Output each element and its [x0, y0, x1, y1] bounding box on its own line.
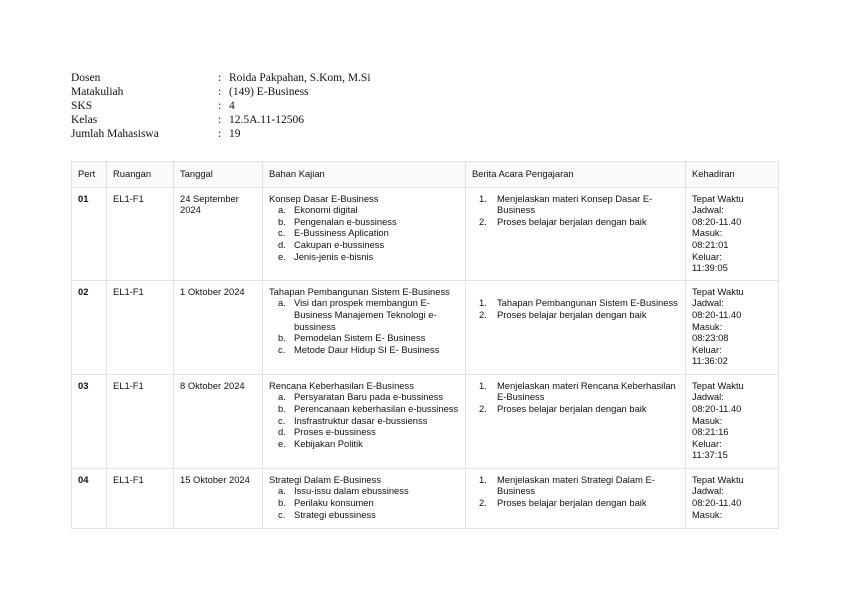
kehadiran-status: Tepat Waktu	[692, 473, 744, 485]
berita-list	[472, 380, 679, 415]
bahan-list	[269, 485, 459, 520]
list-item	[472, 497, 679, 509]
bahan-list	[269, 297, 459, 355]
list-marker: b.	[278, 402, 286, 414]
table-row	[72, 187, 779, 280]
list-text: Insfrastruktur dasar e-bussienss	[294, 414, 428, 426]
cell-berita-acara	[466, 280, 686, 374]
list-marker: 2.	[479, 402, 487, 414]
list-item	[269, 251, 459, 263]
kehadiran-line: Keluar:	[692, 343, 722, 355]
list-item	[472, 193, 679, 216]
list-item	[269, 204, 459, 216]
col-header-tanggal: Tanggal	[174, 162, 263, 188]
list-text: Issu-issu dalam ebussiness	[294, 485, 409, 497]
kehadiran-line: 11:36:02	[692, 355, 728, 367]
list-marker: d.	[278, 426, 286, 438]
list-marker: b.	[278, 215, 286, 227]
berita-list	[472, 297, 679, 320]
kehadiran-line: Jadwal:	[692, 204, 724, 216]
info-label: Jumlah Mahasiswa	[71, 128, 159, 140]
cell-kehadiran	[686, 468, 779, 528]
cell-berita-acara	[466, 468, 686, 528]
info-label: Kelas	[71, 114, 98, 126]
cell-tanggal: 24 September 2024	[174, 187, 263, 280]
list-marker: 1.	[479, 379, 487, 391]
list-marker: c.	[278, 414, 286, 426]
list-text: Menjelaskan materi Konsep Dasar E-Business	[497, 192, 653, 216]
kehadiran-line: 08:21:01	[692, 238, 729, 250]
cell-kehadiran	[686, 374, 779, 468]
kehadiran-line: 08:21:16	[692, 426, 729, 438]
list-item	[269, 344, 459, 356]
list-marker: 2.	[479, 496, 487, 508]
kehadiran-line: 08:20-11.40	[692, 402, 742, 414]
berita-list	[472, 193, 679, 228]
list-marker: e.	[278, 437, 286, 449]
bahan-list	[269, 391, 459, 449]
kehadiran-line: 11:37:15	[692, 449, 728, 461]
kehadiran-line: Jadwal:	[692, 485, 724, 497]
list-text: Perilaku konsumen	[294, 496, 374, 508]
list-item	[269, 403, 459, 415]
info-colon: :	[218, 100, 222, 112]
list-text: Proses e-bussiness	[294, 426, 376, 438]
kehadiran-line: Jadwal:	[692, 297, 724, 309]
list-item	[472, 403, 679, 415]
list-text: Jenis-jenis e-bisnis	[294, 250, 374, 262]
cell-ruangan: EL1-F1	[107, 468, 174, 528]
list-text: Proses belajar berjalan dengan baik	[497, 308, 647, 320]
info-colon: :	[218, 114, 222, 126]
bahan-title: Tahapan Pembangunan Sistem E-Business	[269, 285, 450, 297]
list-text: Pengenalan e-bussiness	[294, 215, 397, 227]
list-marker: b.	[278, 496, 286, 508]
col-header-kehadiran: Kehadiran	[686, 162, 779, 188]
cell-tanggal: 15 Oktober 2024	[174, 468, 263, 528]
info-colon: :	[218, 72, 222, 84]
kehadiran-line: Masuk:	[692, 320, 723, 332]
list-item	[269, 297, 459, 332]
list-text: Strategi ebussiness	[294, 508, 376, 520]
info-value: (149) E-Business	[229, 86, 309, 98]
attendance-table	[71, 161, 779, 529]
cell-ruangan: EL1-F1	[107, 187, 174, 280]
list-item	[269, 438, 459, 450]
info-value: Roida Pakpahan, S.Kom, M.Si	[229, 72, 371, 84]
list-marker: a.	[278, 485, 286, 497]
list-text: Ekonomi digital	[294, 204, 358, 216]
list-marker: 1.	[479, 473, 487, 485]
list-marker: c.	[278, 343, 286, 355]
kehadiran-status: Tepat Waktu	[692, 285, 744, 297]
list-text: Proses belajar berjalan dengan baik	[497, 215, 647, 227]
list-marker: c.	[278, 227, 286, 239]
kehadiran-line: 08:20-11.40	[692, 496, 742, 508]
list-item	[269, 216, 459, 228]
col-header-berita-acara: Berita Acara Pengajaran	[466, 162, 686, 188]
table-header-row	[72, 162, 779, 188]
info-label: SKS	[71, 100, 93, 112]
list-text: Proses belajar berjalan dengan baik	[497, 402, 647, 414]
list-marker: 1.	[479, 297, 487, 309]
kehadiran-line: Keluar:	[692, 437, 722, 449]
kehadiran-line: Keluar:	[692, 250, 722, 262]
info-row-sks	[71, 99, 371, 113]
list-marker: 2.	[479, 215, 487, 227]
cell-bahan-kajian	[263, 374, 466, 468]
kehadiran-line: Jadwal:	[692, 391, 724, 403]
cell-pert: 03	[72, 374, 107, 468]
kehadiran-status: Tepat Waktu	[692, 192, 744, 204]
col-header-bahan-kajian: Bahan Kajian	[263, 162, 466, 188]
cell-bahan-kajian	[263, 468, 466, 528]
info-row-matakuliah	[71, 85, 371, 99]
list-marker: c.	[278, 508, 286, 520]
cell-tanggal: 1 Oktober 2024	[174, 280, 263, 374]
kehadiran-line: Masuk:	[692, 414, 723, 426]
list-item	[472, 297, 679, 309]
berita-list	[472, 474, 679, 509]
cell-pert: 02	[72, 280, 107, 374]
cell-bahan-kajian	[263, 187, 466, 280]
list-item	[269, 426, 459, 438]
list-item	[269, 391, 459, 403]
course-info	[71, 71, 371, 141]
kehadiran-line: Masuk:	[692, 227, 723, 239]
cell-bahan-kajian	[263, 280, 466, 374]
cell-ruangan: EL1-F1	[107, 280, 174, 374]
list-text: E-Bussiness Aplication	[294, 227, 389, 239]
cell-ruangan: EL1-F1	[107, 374, 174, 468]
list-marker: a.	[278, 297, 286, 309]
kehadiran-line: 08:20-11.40	[692, 215, 742, 227]
bahan-title: Rencana Keberhasilan E-Business	[269, 379, 414, 391]
cell-tanggal: 8 Oktober 2024	[174, 374, 263, 468]
list-item	[269, 415, 459, 427]
info-row-kelas	[71, 113, 371, 127]
list-item	[269, 227, 459, 239]
list-marker: 1.	[479, 192, 487, 204]
cell-pert: 01	[72, 187, 107, 280]
bahan-title: Konsep Dasar E-Business	[269, 192, 379, 204]
info-colon: :	[218, 86, 222, 98]
list-text: Visi dan prospek membangun E-Business Manajemen Teknologi e-bussiness	[294, 297, 437, 332]
info-value: 12.5A.11-12506	[229, 114, 304, 126]
list-marker: d.	[278, 238, 286, 250]
info-label: Matakuliah	[71, 86, 124, 98]
kehadiran-line: 11:39:05	[692, 262, 728, 274]
list-item	[269, 239, 459, 251]
list-text: Tahapan Pembangunan Sistem E-Business	[497, 297, 678, 309]
list-text: Proses belajar berjalan dengan baik	[497, 496, 647, 508]
list-text: Pemodelan Sistem E- Business	[294, 332, 426, 344]
list-text: Kebijakan Politik	[294, 437, 363, 449]
list-item	[472, 309, 679, 321]
info-row-jumlah-mahasiswa	[71, 127, 371, 141]
list-item	[472, 216, 679, 228]
kehadiran-line: Masuk:	[692, 508, 723, 520]
list-item	[472, 474, 679, 497]
kehadiran-status: Tepat Waktu	[692, 379, 744, 391]
list-text: Metode Daur Hidup SI E- Business	[294, 343, 440, 355]
table-row	[72, 468, 779, 528]
bahan-list	[269, 204, 459, 262]
kehadiran-line: 08:20-11.40	[692, 308, 742, 320]
info-value: 4	[229, 100, 235, 112]
list-text: Menjelaskan materi Rencana Keberhasilan E-Business	[497, 379, 676, 403]
list-text: Cakupan e-bussiness	[294, 238, 385, 250]
kehadiran-line: 08:23:08	[692, 332, 729, 344]
info-colon: :	[218, 128, 222, 140]
list-item	[472, 380, 679, 403]
table-row	[72, 280, 779, 374]
table-row	[72, 374, 779, 468]
info-label: Dosen	[71, 72, 101, 84]
cell-kehadiran	[686, 187, 779, 280]
blank-line	[472, 286, 679, 298]
col-header-ruangan: Ruangan	[107, 162, 174, 188]
info-value: 19	[229, 128, 241, 140]
list-text: Perencanaan keberhasilan e-bussiness	[294, 402, 459, 414]
list-text: Persyaratan Baru pada e-bussiness	[294, 391, 444, 403]
list-text: Menjelaskan materi Strategi Dalam E-Business	[497, 473, 655, 497]
list-item	[269, 485, 459, 497]
col-header-pert: Pert	[72, 162, 107, 188]
cell-kehadiran	[686, 280, 779, 374]
list-item	[269, 332, 459, 344]
list-marker: e.	[278, 250, 286, 262]
list-marker: a.	[278, 204, 286, 216]
cell-berita-acara	[466, 374, 686, 468]
list-marker: b.	[278, 332, 286, 344]
bahan-title: Strategi Dalam E-Business	[269, 473, 382, 485]
list-marker: 2.	[479, 308, 487, 320]
cell-berita-acara	[466, 187, 686, 280]
list-marker: a.	[278, 391, 286, 403]
list-item	[269, 497, 459, 509]
info-row-dosen	[71, 71, 371, 85]
list-item	[269, 509, 459, 521]
cell-pert: 04	[72, 468, 107, 528]
